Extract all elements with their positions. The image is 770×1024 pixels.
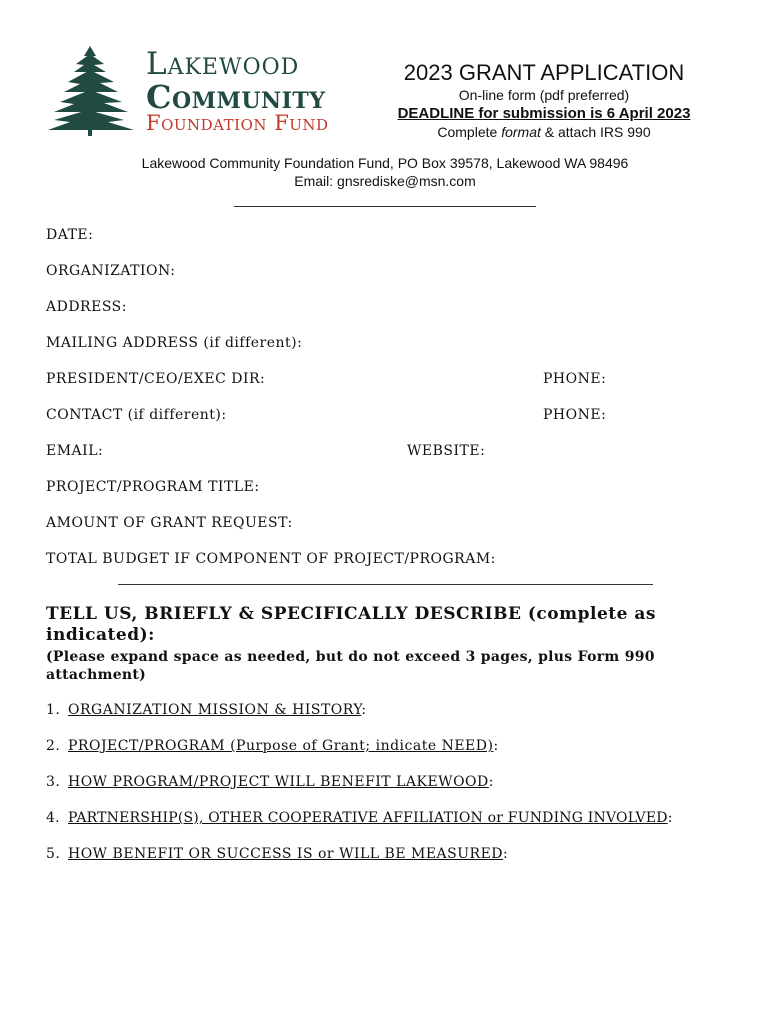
tree-logo-icon [44,44,140,136]
address-field[interactable]: ADDRESS: [46,299,127,315]
deadline-notice: DEADLINE for submission is 6 April 2023 [397,105,691,122]
application-subtitle: On-line form (pdf preferred) [458,87,630,103]
question-number: 2. [46,738,61,754]
divider [118,584,653,585]
contact-field[interactable]: CONTACT (if different): [46,407,227,423]
date-field[interactable]: DATE: [46,227,94,243]
foundation-address: Lakewood Community Foundation Fund, PO Box 39578, Lakewood WA 98496 [141,155,629,171]
question-suffix: : [667,810,673,826]
website-field[interactable]: WEBSITE: [407,443,486,459]
question-2[interactable] [46,738,499,754]
total-budget-field[interactable]: TOTAL BUDGET IF COMPONENT OF PROJECT/PROGRAM: [46,551,496,567]
mailing-address-field[interactable]: MAILING ADDRESS (if different): [46,335,303,351]
question-text: ORGANIZATION MISSION & HISTORY [68,702,362,718]
question-suffix: : [488,774,494,790]
president-field[interactable]: PRESIDENT/CEO/EXEC DIR: [46,371,266,387]
logo-text-lakewood: Lakewood [146,46,300,82]
question-text: PROJECT/PROGRAM (Purpose of Grant; indicate NEED) [68,738,494,754]
section-note: (Please expand space as needed, but do not exceed 3 pages, plus Form 990 attachment) [46,649,655,683]
question-suffix: : [503,846,509,862]
question-text: PARTNERSHIP(S), OTHER COOPERATIVE AFFILIATION or FUNDING INVOLVED [68,810,668,826]
question-number: 1. [46,702,61,718]
project-title-field[interactable]: PROJECT/PROGRAM TITLE: [46,479,260,495]
question-text: HOW BENEFIT OR SUCCESS IS or WILL BE MEASURED [68,846,504,862]
section-heading: TELL US, BRIEFLY & SPECIFICALLY DESCRIBE (complete as indicated): [46,604,656,645]
divider [234,206,536,207]
question-5[interactable] [46,846,508,862]
organization-field[interactable]: ORGANIZATION: [46,263,176,279]
president-phone-field[interactable]: PHONE: [543,371,607,387]
foundation-email: Email: gnsrediske@msn.com [294,173,476,189]
complete-post: & attach IRS 990 [540,124,651,140]
question-1[interactable] [46,702,367,718]
application-title: 2023 GRANT APPLICATION [403,60,685,85]
logo-text-community: Community [146,78,326,116]
question-text: HOW PROGRAM/PROJECT WILL BENEFIT LAKEWOOD [68,774,489,790]
question-number: 5. [46,846,61,862]
question-3[interactable] [46,774,494,790]
complete-format: format [501,124,541,140]
contact-phone-field[interactable]: PHONE: [543,407,607,423]
question-4[interactable] [46,810,673,826]
question-suffix: : [361,702,367,718]
grant-amount-field[interactable]: AMOUNT OF GRANT REQUEST: [46,515,293,531]
complete-pre: Complete [437,124,502,140]
email-field[interactable]: EMAIL: [46,443,104,459]
question-suffix: : [493,738,499,754]
question-number: 4. [46,810,60,826]
complete-instructions [384,124,704,140]
question-number: 3. [46,774,61,790]
logo-text-foundation-fund: Foundation Fund [146,111,329,135]
